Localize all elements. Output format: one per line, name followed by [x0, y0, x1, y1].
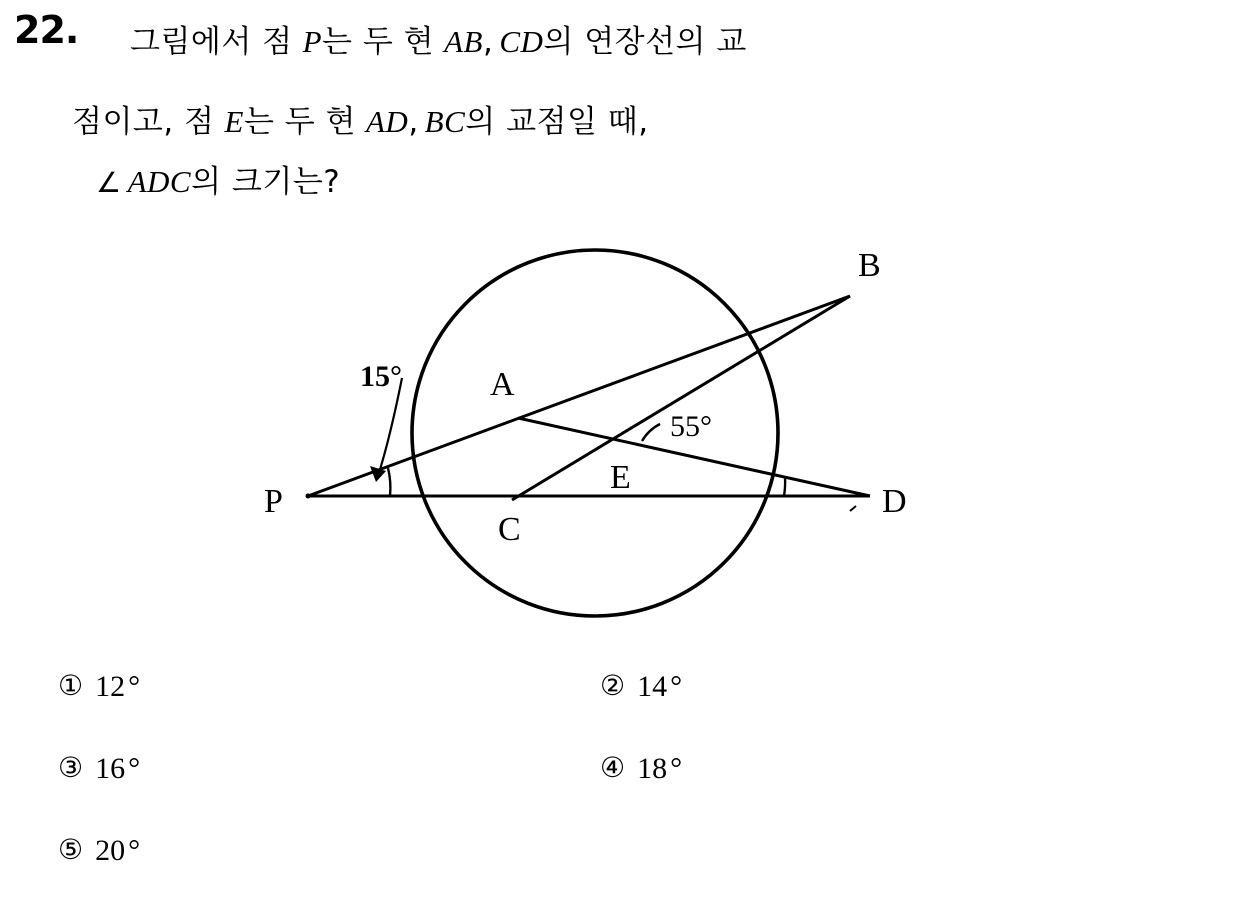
choice-2-degree: ° — [670, 670, 683, 703]
choice-2[interactable] — [600, 669, 682, 704]
geometry-figure — [250, 228, 970, 648]
angle-arc-d — [784, 477, 785, 496]
angle-symbol: ∠ — [96, 168, 122, 199]
question-line-3 — [96, 156, 340, 201]
vertex-dot-p — [306, 494, 311, 499]
question-line-2 — [72, 96, 649, 141]
angle-label-e: 55° — [670, 410, 712, 443]
choice-2-value: 14 — [637, 670, 668, 703]
question-number: 22. — [14, 8, 79, 52]
stem-text-1: 그림에서 점 — [130, 24, 293, 60]
stem-text-5: 는 두 현 — [243, 104, 356, 140]
choice-4-marker: ④ — [600, 751, 626, 784]
math-var-adc: ADC — [127, 164, 192, 199]
label-c: C — [498, 511, 521, 548]
stem-text-2: 는 두 현 — [322, 24, 435, 60]
angle-arc-p — [388, 468, 390, 496]
angle-label-p: 15° — [360, 360, 402, 393]
angle-arc-e — [642, 424, 660, 441]
choice-1[interactable] — [58, 669, 140, 704]
stem-text-3: 의 연장선의 교 — [543, 24, 747, 60]
math-var-cd: CD — [499, 24, 544, 59]
answer-choices — [0, 655, 1235, 895]
math-var-ad: AD — [365, 104, 409, 139]
choice-5[interactable] — [58, 833, 140, 868]
choice-5-value: 20 — [95, 834, 126, 867]
label-a: A — [490, 366, 515, 403]
choice-4[interactable] — [600, 751, 682, 786]
stem-comma-1: , — [482, 24, 494, 60]
choice-1-degree: ° — [128, 670, 141, 703]
choice-5-degree: ° — [128, 834, 141, 867]
choice-4-value: 18 — [637, 752, 668, 785]
choice-5-marker: ⑤ — [58, 833, 84, 866]
chord-bc — [512, 296, 850, 500]
label-e: E — [610, 459, 631, 496]
circle-shape — [412, 250, 778, 616]
choice-3-degree: ° — [128, 752, 141, 785]
math-var-p: P — [302, 24, 323, 59]
choice-1-marker: ① — [58, 669, 84, 702]
stem-text-4: 점이고, 점 — [72, 104, 215, 140]
line-pb — [308, 296, 850, 496]
math-var-e: E — [224, 104, 244, 139]
choice-3[interactable] — [58, 751, 140, 786]
stem-text-7: 의 크기는? — [191, 164, 341, 200]
choice-4-degree: ° — [670, 752, 683, 785]
math-var-bc: BC — [424, 104, 466, 139]
label-d: D — [882, 483, 907, 520]
label-p: P — [264, 483, 283, 520]
question-line-1 — [130, 16, 747, 61]
stem-text-6: 의 교점일 때, — [465, 104, 649, 140]
choice-3-marker: ③ — [58, 751, 84, 784]
angle-tick-d — [850, 506, 856, 511]
math-var-ab: AB — [444, 24, 483, 59]
stem-comma-2: , — [408, 104, 419, 140]
choice-3-value: 16 — [95, 752, 126, 785]
choice-2-marker: ② — [600, 669, 626, 702]
label-b: B — [858, 247, 881, 284]
choice-1-value: 12 — [95, 670, 126, 703]
